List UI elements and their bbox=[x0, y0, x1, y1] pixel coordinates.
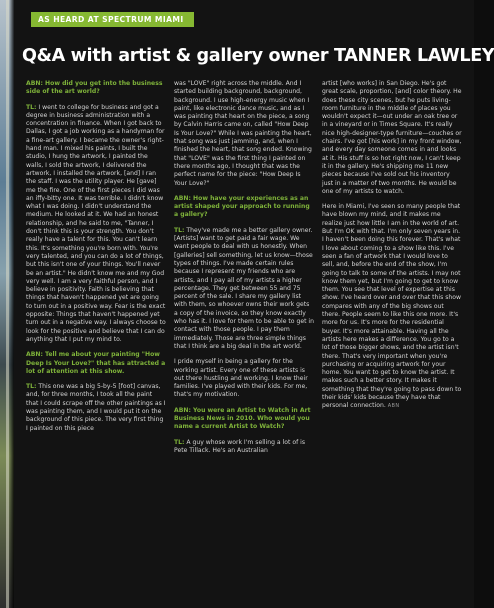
interview-question bbox=[174, 407, 314, 432]
paragraph-text: A guy whose work I'm selling a lot of is Pete Tillack. He's an Australian bbox=[174, 438, 306, 454]
body-paragraph bbox=[322, 80, 462, 196]
body-paragraph bbox=[174, 358, 314, 399]
interview-question bbox=[26, 80, 166, 97]
interview-answer bbox=[174, 439, 314, 456]
paragraph-text: I went to college for business and got a degree in business administration with a concentration in finance. When I got back to Dallas, I got a job working as a handyman for a fine-art gallery. I became the owner's right-hand man. I mixed his paints, I built the studio, I hung the artwork, I painted the walls, I sold the artwork, I delivered the artwork, I installed the artwork, [and] I ran the staff. I was the utility player. He [gave] me the fire. One of the first pieces I did was an iffy-bitty one. It was terrible. I didn't know what I was doing. I didn't understand the medium. He looked at it. We had an honest relationship, and he said to me, "Tanner, I don't think this is your strength. You don't really have a talent for this. You can't learn this. It's something you're born with. You're very talented, and you can do a lot of things, but this isn't one of your things. You'll never be an artist." He didn't know me and my God very well. I am a very faithful person, and I believe in positivity. Faith is believing that things that haven't happened yet are going to turn out in a positive way. Fear is the exact opposite: Things that haven't happened yet turn out in a negative way. I always choose to look for the positive and believe that I can do anything that I put my mind to. bbox=[26, 103, 166, 343]
headline-name: TANNER LAWLEY bbox=[334, 46, 494, 66]
interview-answer bbox=[174, 227, 314, 351]
speaker-tag: ABN: bbox=[26, 351, 43, 359]
article-headline bbox=[22, 44, 494, 68]
speaker-tag: TL: bbox=[174, 226, 185, 234]
speaker-tag: ABN: bbox=[174, 194, 191, 202]
text-column-2 bbox=[174, 80, 314, 602]
paragraph-text: Tell me about your painting "How Deep Is Your Love?" that has attracted a lot of attention at this show. bbox=[26, 351, 166, 375]
interview-question bbox=[174, 195, 314, 220]
text-column-1 bbox=[26, 80, 166, 602]
body-paragraph bbox=[174, 80, 314, 188]
interview-answer bbox=[26, 104, 166, 345]
paragraph-text: was "LOVE" right across the middle. And I started building background, background, background. I use high-energy music when I paint, like electronic dance music, and as I was painting that heart on the piece, a song by Calvin Harris came on, called "How Deep Is Your Love?" While I was painting the heart, that song was just jamming, and, when I finished the heart, that song ended. Knowing that "LOVE" was the first thing I painted on there months ago, I thought that was the perfect name for the piece: "How Deep Is Your Love?" bbox=[174, 80, 312, 187]
paragraph-text: I pride myself in being a gallery for the working artist. Every one of these artists is out there hustling and working. I know their families. I've played with their kids. For me, that's my motivation. bbox=[174, 358, 308, 399]
paragraph-text: Here in Miami, I've seen so many people that have blown my mind, and it makes me realize just how little I am in the world of art. But I'm OK with that. I'm only seven years in. I haven't been doing this forever. That's what I love about coming to a show like this. I've seen a fan of artwork that I would love to sell, and, before the end of the show, I'm going to talk to some of the artists. I may not know them yet, but I'm going to get to know them. You see that level of expertise at this show. I've heard over and over that this show compares with any of the big shows out there. People seem to like this one more. It's more for us. It's more for the residential buyer. It's more attainable. Having all the artists here makes a difference. You go to a lot of those bigger shows, and the artist isn't there. That's very important when you're purchasing or acquiring artwork for your home. You want to get to know the artist. It makes such a better story. It makes it something that they're going to pass down to their kids' kids because they have that personal connection. bbox=[322, 203, 462, 410]
paragraph-text: You were an Artist to Watch in Art Business News in 2010. Who would you name a current Artist to Watch? bbox=[174, 406, 311, 431]
speaker-tag: ABN: bbox=[174, 406, 191, 414]
section-banner: AS HEARD AT SPECTRUM MIAMI bbox=[31, 12, 194, 27]
speaker-tag: TL: bbox=[174, 438, 185, 446]
paragraph-text: How have your experiences as an artist shaped your approach to running a gallery? bbox=[174, 194, 310, 219]
interview-answer bbox=[26, 383, 166, 433]
speaker-tag: TL: bbox=[26, 383, 37, 391]
paragraph-text: They've made me a better gallery owner. [Artists] want to get paid a fair wage. We want people to deal with us honestly. When [galleries] sell something, let us know—those types of things. I've made certain rules because I represent my friends who are artists, and I pay all of my artists a higher percentage. They get between 55 and 75 percent of the sale. I share my gallery list with them, so whoever owns their work gets a copy of the invoice, so they know exactly who has it. I love for them to be able to get in contact with those people. I pay them immediately. Those are three simple things that I think are a big deal in the art world. bbox=[174, 226, 314, 350]
paragraph-text: artist [who works] in San Diego. He's got great scale, proportion, [and] color theory. He does these city scenes, but he puts living-room furniture in the middle of places you wouldn't expect it—out under an oak tree or in a vineyard or in Times Square. It's really nice high-designer-type furniture—couches or chairs. I've got [his work] in my front window, and every day someone comes in and looks at it. His stuff is so hot right now, I can't keep it in the gallery. He's shipping me 11 new pieces because I've sold out his inventory just in a matter of two months. He would be one of my artists to watch. bbox=[322, 80, 462, 195]
end-mark: ABN bbox=[387, 403, 400, 410]
paragraph-text: How did you get into the business side of the art world? bbox=[26, 80, 163, 96]
adjacent-page-edge bbox=[0, 0, 14, 608]
speaker-tag: TL: bbox=[26, 103, 37, 111]
body-paragraph bbox=[322, 203, 462, 410]
paragraph-text: This one was a big 5-by-5 [foot] canvas, and, for three months, I took all the paint that I could scrape off the other paintings as I was painting them, and I would put it on the background of this piece. The very first thing I painted on this piece bbox=[26, 383, 166, 432]
interview-question bbox=[26, 351, 166, 376]
speaker-tag: ABN: bbox=[26, 80, 43, 87]
text-column-3 bbox=[322, 80, 462, 602]
headline-prefix: Q&A with artist & gallery owner bbox=[22, 46, 329, 66]
